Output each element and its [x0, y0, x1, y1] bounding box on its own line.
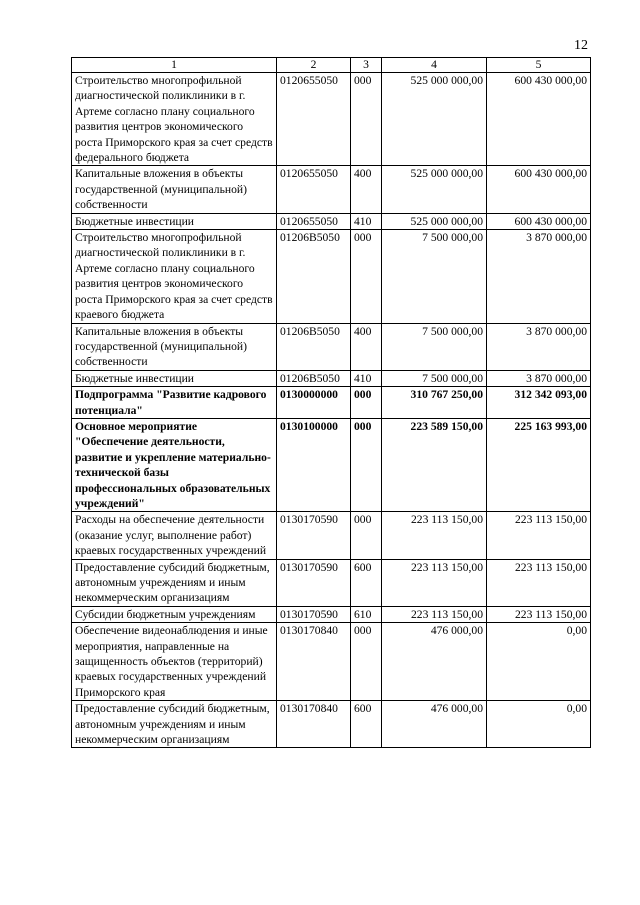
table-row: [72, 230, 591, 323]
row-name-cell: Основное мероприятие "Обеспечение деятельности, развитие и укрепление материально-технической базы профессиональных образовательных учреждений": [72, 418, 277, 511]
row-sum-year1-cell: 525 000 000,00: [382, 73, 487, 166]
row-sum-year2-cell: 312 342 093,00: [487, 387, 591, 419]
row-sum-year2-cell: 223 113 150,00: [487, 512, 591, 559]
table-row: [72, 559, 591, 606]
row-type-cell: 000: [351, 387, 382, 419]
table-row: [72, 418, 591, 511]
row-name-cell: Расходы на обеспечение деятельности (оказание услуг, выполнение работ) краевых государственных учреждений: [72, 512, 277, 559]
row-name-cell: Капитальные вложения в объекты государственной (муниципальной) собственности: [72, 323, 277, 370]
row-sum-year2-cell: 3 870 000,00: [487, 370, 591, 386]
row-code-cell: 0130170590: [277, 559, 351, 606]
row-code-cell: 01206B5050: [277, 230, 351, 323]
table-row: [72, 606, 591, 622]
row-code-cell: 0120655050: [277, 73, 351, 166]
row-code-cell: 0130100000: [277, 418, 351, 511]
row-type-cell: 000: [351, 230, 382, 323]
row-sum-year1-cell: 525 000 000,00: [382, 213, 487, 229]
table-row: [72, 387, 591, 419]
row-sum-year1-cell: 476 000,00: [382, 701, 487, 748]
row-sum-year1-cell: 310 767 250,00: [382, 387, 487, 419]
row-type-cell: 000: [351, 623, 382, 701]
row-sum-year1-cell: 7 500 000,00: [382, 323, 487, 370]
row-sum-year1-cell: 223 113 150,00: [382, 512, 487, 559]
row-sum-year2-cell: 3 870 000,00: [487, 323, 591, 370]
row-sum-year1-cell: 525 000 000,00: [382, 166, 487, 213]
row-sum-year2-cell: 0,00: [487, 701, 591, 748]
row-code-cell: 0130170840: [277, 701, 351, 748]
row-type-cell: 610: [351, 606, 382, 622]
row-name-cell: Обеспечение видеонаблюдения и иные мероприятия, направленные на защищенность объектов (территорий) краевых государственных учреждений Приморского края: [72, 623, 277, 701]
row-name-cell: Предоставление субсидий бюджетным, автономным учреждениям и иным некоммерческим организациям: [72, 559, 277, 606]
row-code-cell: 0120655050: [277, 166, 351, 213]
header-col-2: 2: [277, 58, 351, 73]
row-name-cell: Бюджетные инвестиции: [72, 370, 277, 386]
row-sum-year2-cell: 600 430 000,00: [487, 73, 591, 166]
budget-table: [71, 57, 591, 748]
row-type-cell: 000: [351, 73, 382, 166]
row-type-cell: 400: [351, 323, 382, 370]
row-type-cell: 410: [351, 370, 382, 386]
row-name-cell: Субсидии бюджетным учреждениям: [72, 606, 277, 622]
row-name-cell: Бюджетные инвестиции: [72, 213, 277, 229]
row-sum-year2-cell: 225 163 993,00: [487, 418, 591, 511]
row-type-cell: 600: [351, 559, 382, 606]
row-sum-year1-cell: 223 113 150,00: [382, 559, 487, 606]
row-code-cell: 0130170590: [277, 606, 351, 622]
table-row: [72, 73, 591, 166]
table-row: [72, 701, 591, 748]
row-name-cell: Капитальные вложения в объекты государственной (муниципальной) собственности: [72, 166, 277, 213]
row-name-cell: Подпрограмма "Развитие кадрового потенциала": [72, 387, 277, 419]
page-number: 12: [574, 38, 588, 53]
table-row: [72, 623, 591, 701]
row-sum-year2-cell: 223 113 150,00: [487, 559, 591, 606]
row-code-cell: 01206B5050: [277, 370, 351, 386]
row-name-cell: Строительство многопрофильной диагностической поликлиники в г. Артеме согласно плану социального развития центров экономического роста Приморского края за счет средств федерального бюджета: [72, 73, 277, 166]
row-name-cell: Предоставление субсидий бюджетным, автономным учреждениям и иным некоммерческим организациям: [72, 701, 277, 748]
table-body: [72, 73, 591, 748]
row-code-cell: 0130000000: [277, 387, 351, 419]
table-row: [72, 323, 591, 370]
row-sum-year2-cell: 600 430 000,00: [487, 166, 591, 213]
row-type-cell: 000: [351, 512, 382, 559]
table-row: [72, 166, 591, 213]
row-code-cell: 0130170590: [277, 512, 351, 559]
row-code-cell: 0120655050: [277, 213, 351, 229]
row-name-cell: Строительство многопрофильной диагностической поликлиники в г. Артеме согласно плану социального развития центров экономического роста Приморского края за счет средств краевого бюджета: [72, 230, 277, 323]
row-code-cell: 01206B5050: [277, 323, 351, 370]
row-sum-year2-cell: 600 430 000,00: [487, 213, 591, 229]
header-col-4: 4: [382, 58, 487, 73]
row-sum-year2-cell: 0,00: [487, 623, 591, 701]
row-type-cell: 000: [351, 418, 382, 511]
row-type-cell: 400: [351, 166, 382, 213]
header-col-5: 5: [487, 58, 591, 73]
row-sum-year1-cell: 7 500 000,00: [382, 230, 487, 323]
header-col-1: 1: [72, 58, 277, 73]
table-row: [72, 213, 591, 229]
row-type-cell: 410: [351, 213, 382, 229]
row-sum-year1-cell: 7 500 000,00: [382, 370, 487, 386]
table-row: [72, 370, 591, 386]
row-sum-year1-cell: 223 113 150,00: [382, 606, 487, 622]
table-row: [72, 512, 591, 559]
row-type-cell: 600: [351, 701, 382, 748]
row-sum-year2-cell: 3 870 000,00: [487, 230, 591, 323]
row-code-cell: 0130170840: [277, 623, 351, 701]
row-sum-year2-cell: 223 113 150,00: [487, 606, 591, 622]
row-sum-year1-cell: 476 000,00: [382, 623, 487, 701]
table-header-row: [72, 58, 591, 73]
header-col-3: 3: [351, 58, 382, 73]
row-sum-year1-cell: 223 589 150,00: [382, 418, 487, 511]
